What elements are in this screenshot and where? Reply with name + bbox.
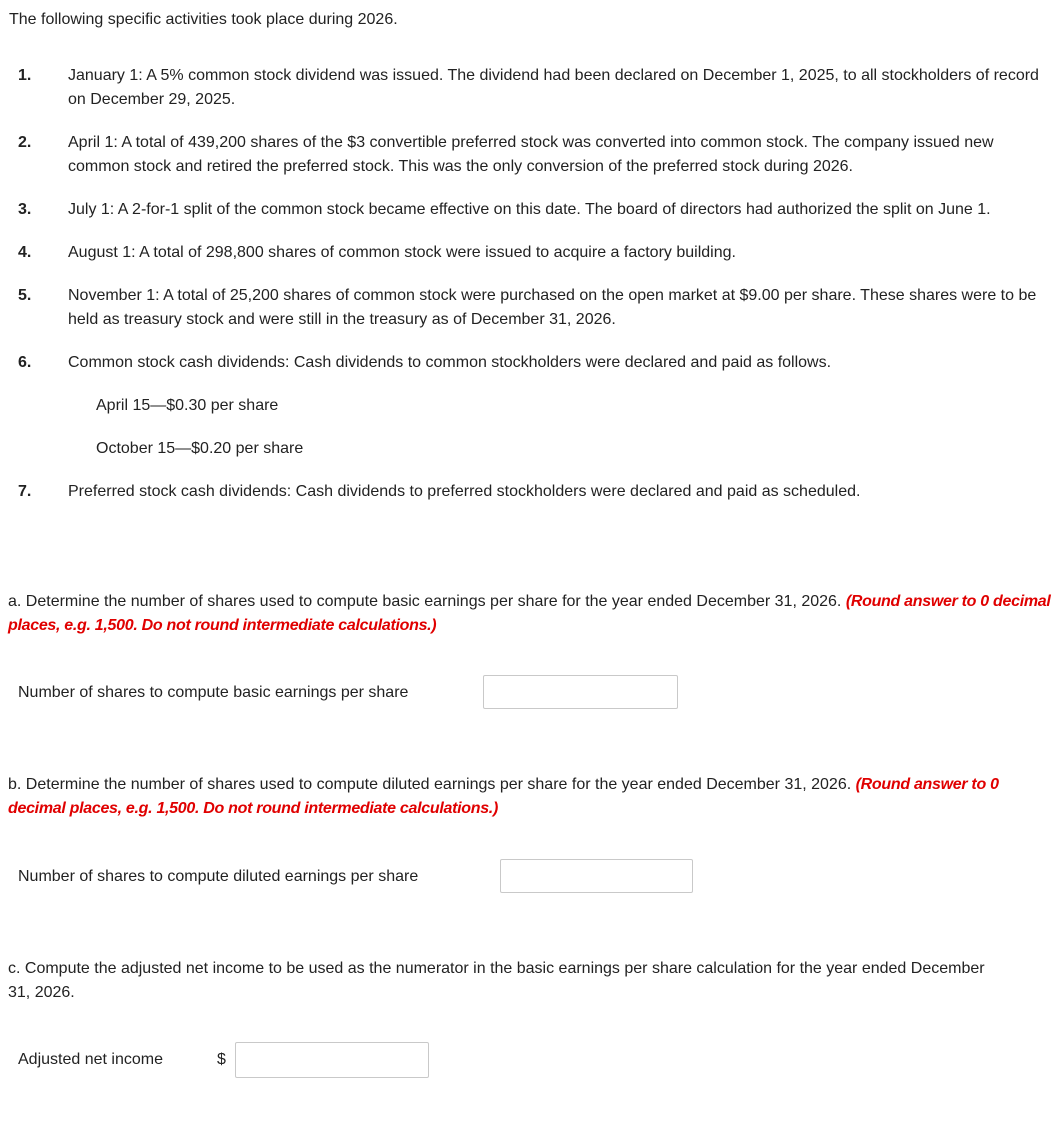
part-a-question xyxy=(8,590,1053,638)
activity-item xyxy=(0,198,1050,222)
part-b-instruction: (Round answer to 0 decimal places, e.g. 1,500. Do not round intermediate calculations.) xyxy=(8,776,999,817)
activity-text: Common stock cash dividends: Cash dividends to common stockholders were declared and paid as follows. xyxy=(68,354,832,371)
adjusted-net-income-label: Adjusted net income xyxy=(18,1051,163,1068)
activity-item xyxy=(0,131,1050,179)
activity-text: July 1: A 2-for-1 split of the common stock became effective on this date. The board of directors had authorized the split on June 1. xyxy=(68,201,991,218)
diluted-shares-label: Number of shares to compute diluted earnings per share xyxy=(18,868,419,885)
part-b-question-text: b. Determine the number of shares used to compute diluted earnings per share for the year ended December 31, 2026. xyxy=(8,776,852,793)
activity-item xyxy=(0,241,1050,265)
activity-item xyxy=(0,480,1050,504)
activity-text: April 1: A total of 439,200 shares of the $3 convertible preferred stock was converted into common stock. The company issued new common stock and retired the preferred stock. This was the only conversion of the preferred stock during 2026. xyxy=(68,134,994,175)
adjusted-net-income-input[interactable] xyxy=(235,1042,429,1078)
dollar-sign: $ xyxy=(217,1051,226,1068)
part-a-instruction: (Round answer to 0 decimal places, e.g. 1,500. Do not round intermediate calculations.) xyxy=(8,593,1051,634)
dividend-schedule-line: October 15—$0.20 per share xyxy=(96,440,304,457)
dividend-schedule-line: April 15—$0.30 per share xyxy=(96,397,279,414)
activity-item xyxy=(0,351,1050,461)
activity-number: 1. xyxy=(18,67,32,84)
part-c-question: c. Compute the adjusted net income to be used as the numerator in the basic earnings per share calculation for the year ended December 31, 2026. xyxy=(8,960,985,1001)
basic-shares-label: Number of shares to compute basic earnings per share xyxy=(18,684,409,701)
activity-number: 3. xyxy=(18,201,32,218)
intro-text: The following specific activities took place during 2026. xyxy=(9,11,398,28)
activity-number: 5. xyxy=(18,287,32,304)
part-b-question xyxy=(8,773,1053,821)
basic-shares-input[interactable] xyxy=(483,675,678,709)
activity-text: November 1: A total of 25,200 shares of common stock were purchased on the open market at $9.00 per share. These shares were to be held as treasury stock and were still in the treasury as of December 31, 2026. xyxy=(68,287,1037,328)
activity-item xyxy=(0,284,1050,332)
activity-text: Preferred stock cash dividends: Cash dividends to preferred stockholders were declared and paid as scheduled. xyxy=(68,483,861,500)
activity-text: August 1: A total of 298,800 shares of common stock were issued to acquire a factory building. xyxy=(68,244,736,261)
activity-number: 7. xyxy=(18,483,32,500)
part-a-question-text: a. Determine the number of shares used to compute basic earnings per share for the year ended December 31, 2026. xyxy=(8,593,842,610)
activity-number: 4. xyxy=(18,244,32,261)
activity-number: 6. xyxy=(18,354,32,371)
diluted-shares-input[interactable] xyxy=(500,859,693,893)
activity-text: January 1: A 5% common stock dividend was issued. The dividend had been declared on December 1, 2025, to all stockholders of record on December 29, 2025. xyxy=(68,67,1039,108)
activity-number: 2. xyxy=(18,134,32,151)
activity-item xyxy=(0,64,1050,112)
activities-list xyxy=(0,64,1050,523)
